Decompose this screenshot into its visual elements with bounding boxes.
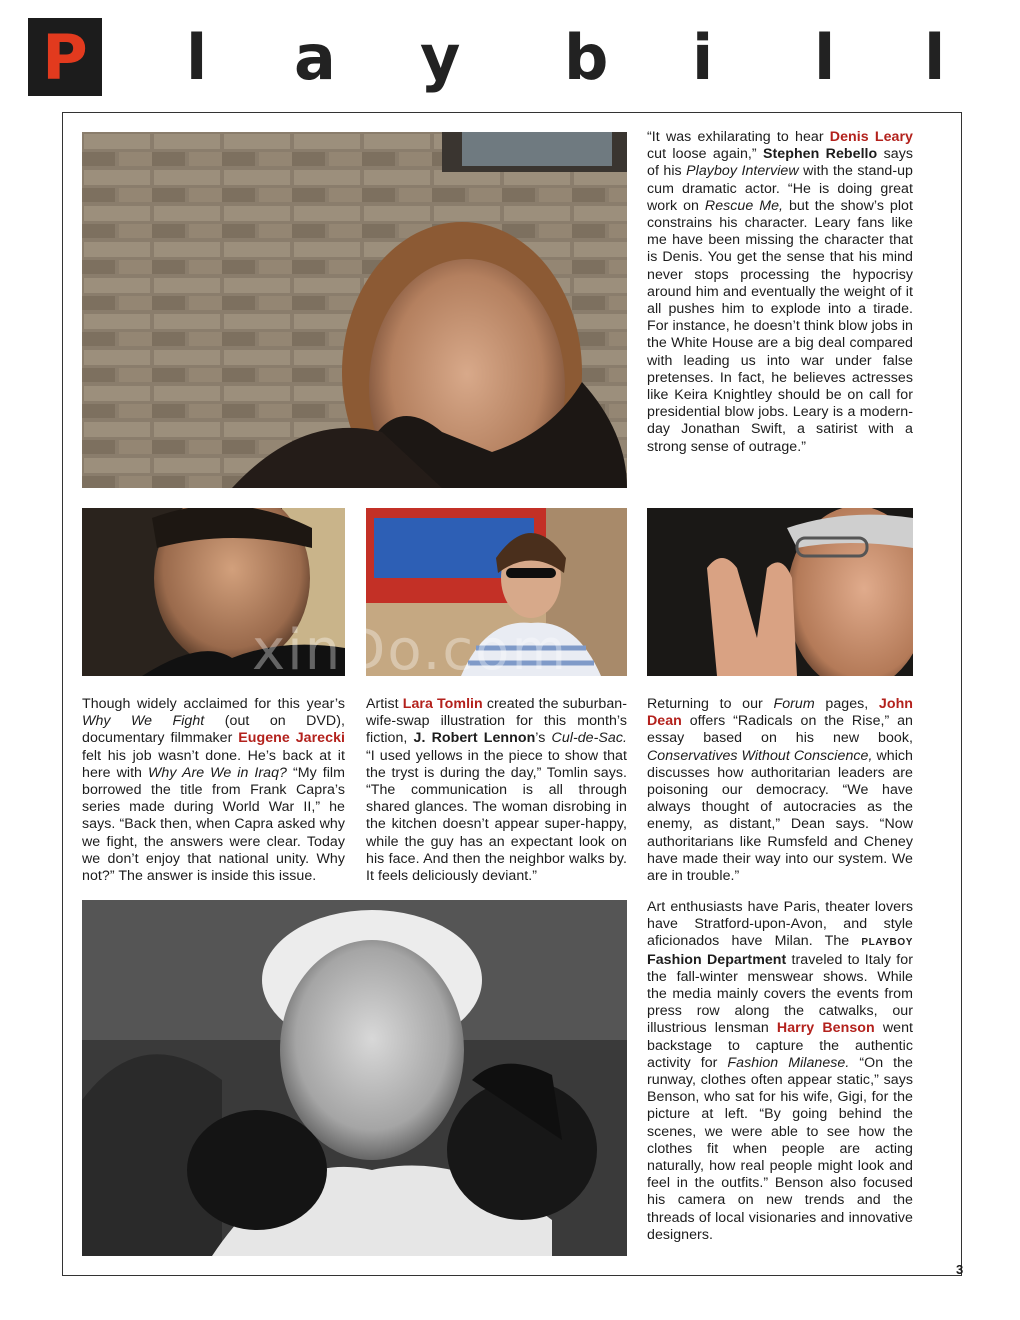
masthead	[28, 18, 998, 98]
dean-text: offers “Radicals on the Rise,” an essay based on his new book,	[647, 713, 913, 747]
benson-column	[647, 899, 913, 1244]
tomlin-text: created the suburban-wife-swap illustration for this month’s fiction,	[366, 696, 627, 747]
benson-text: “On the runway, clothes often appear static,” says Benson, who sat for his wife, Gigi, for the picture at left. “By going behind the scenes, we were able to see how the clothes fit when people are acting naturally, how real people might look and feel in the outfits.” Benson also focused his camera on new trends and the threads of local visionaries and innovative designers.	[647, 1054, 913, 1243]
fashion-milanese-title: Fashion Milanese.	[727, 1054, 850, 1071]
benson-paragraph	[647, 899, 913, 1244]
lara-tomlin-name: Lara Tomlin	[402, 696, 483, 712]
leary-column	[647, 129, 913, 456]
masthead-letter: l	[924, 21, 946, 94]
dean-text: pages,	[814, 696, 879, 712]
cul-de-sac-title: Cul-de-Sac.	[551, 730, 627, 747]
page-number: 3	[956, 1262, 964, 1277]
jarecki-text: felt his job wasn’t done. He’s back at it here with	[82, 747, 345, 781]
masthead-letter: i	[692, 21, 714, 94]
harry-benson-name: Harry Benson	[776, 1020, 875, 1037]
leary-text: with the stand-up cum dramatic actor. “He is doing great work on	[647, 163, 913, 214]
dean-text: which discusses how authoritarian leaders are poisoning our democracy. “We have always thought of autocracies as the enemy, as distant,” Dean says. “Now authoritarians like Rumsfeld and Cheney have made their way into our system. We are in trouble.”	[647, 747, 913, 885]
leary-text: says of his	[647, 146, 913, 180]
tomlin-text: ’s	[535, 730, 552, 747]
masthead-letter: l	[814, 21, 836, 94]
fashion-department-name: Fashion Department	[647, 951, 787, 968]
jarecki-text: Though widely acclaimed for this year’s	[82, 696, 345, 712]
masthead-letter: y	[420, 21, 461, 94]
photo-john-dean	[647, 508, 913, 676]
masthead-letter: l	[186, 21, 208, 94]
playboy-smallcaps: PLAYBOY	[861, 937, 913, 949]
tomlin-text: Artist	[366, 696, 403, 712]
playboy-interview-title: Playboy Interview	[686, 163, 799, 180]
conservatives-without-conscience-title: Conservatives Without Conscience,	[647, 747, 873, 764]
photo-harry-benson	[82, 900, 627, 1256]
masthead-letter: b	[564, 21, 609, 94]
why-we-fight-title: Why We Fight	[82, 713, 205, 730]
jarecki-text: (out on DVD), documentary filmmaker	[82, 713, 345, 747]
photo-eugene-jarecki	[82, 508, 345, 676]
jarecki-column	[82, 696, 345, 885]
tomlin-text: “I used yellows in the piece to show that the tryst is during the day,” Tomlin says. “The communication is all through shared glances. The woman disrobing in the kitchen doesn’t appear super-happy, while the guy has an expectant look on his face. And then the neighbor walks by. It feels deliciously deviant.”	[366, 747, 627, 885]
rescue-me-title: Rescue Me,	[704, 197, 784, 214]
benson-text: Art enthusiasts have Paris, theater lovers have Stratford-upon-Avon, and style aficionados have Milan. The	[647, 899, 913, 950]
dean-text: Returning to our	[647, 696, 774, 712]
dean-column	[647, 696, 913, 885]
dean-paragraph	[647, 696, 913, 885]
masthead-p-box	[28, 18, 102, 96]
john-dean-name: John Dean	[647, 696, 914, 730]
stephen-rebello-name: Stephen Rebello	[763, 146, 878, 163]
j-robert-lennon-name: J. Robert Lennon	[413, 730, 536, 747]
eugene-jarecki-name: Eugene Jarecki	[238, 730, 345, 747]
leary-text: “It was exhilarating to hear	[647, 129, 830, 145]
watermark: xinDo.com	[252, 618, 568, 683]
jarecki-text: “My film borrowed the title from Frank Capra’s series made during World War II,” he says. “Back then, when Capra asked why we fight, the answers were clear. Today we don’t enjoy that national unity. Why not?” The answer is inside this issue.	[82, 764, 345, 885]
why-are-we-in-iraq-title: Why Are We in Iraq?	[147, 764, 287, 781]
photo-lara-tomlin	[366, 508, 627, 676]
benson-text: traveled to Italy for the fall-winter menswear shows. While the media mainly covers the events from press row along the catwalks, our illustrious lensman	[647, 951, 913, 1037]
masthead-letter: a	[294, 21, 336, 94]
leary-text: but the show’s plot constrains his character. Leary fans like me have been missing the character that is Denis. You get the sense that his mind never stops processing the hypocrisy around him and eventually the weight of it all pushes him to explode into a tirade. For instance, he doesn’t think blow jobs in the White House are a big deal compared with leading us into war under false pretenses. In fact, he believes actresses like Keira Knightley should be on call for presidential blow jobs. Leary is a modern-day Jonathan Swift, a satirist with a strong sense of outrage.”	[647, 197, 913, 455]
leary-text: cut loose again,”	[647, 146, 764, 163]
benson-text: went backstage to capture the authentic activity for	[647, 1020, 913, 1071]
denis-leary-name: Denis Leary	[829, 129, 913, 145]
photo-denis-leary	[82, 132, 627, 488]
jarecki-paragraph	[82, 696, 345, 885]
tomlin-paragraph	[366, 696, 627, 885]
forum-title: Forum	[773, 696, 815, 712]
leary-paragraph	[647, 129, 913, 456]
tomlin-column	[366, 696, 627, 885]
masthead-letter-p: P	[42, 20, 88, 94]
